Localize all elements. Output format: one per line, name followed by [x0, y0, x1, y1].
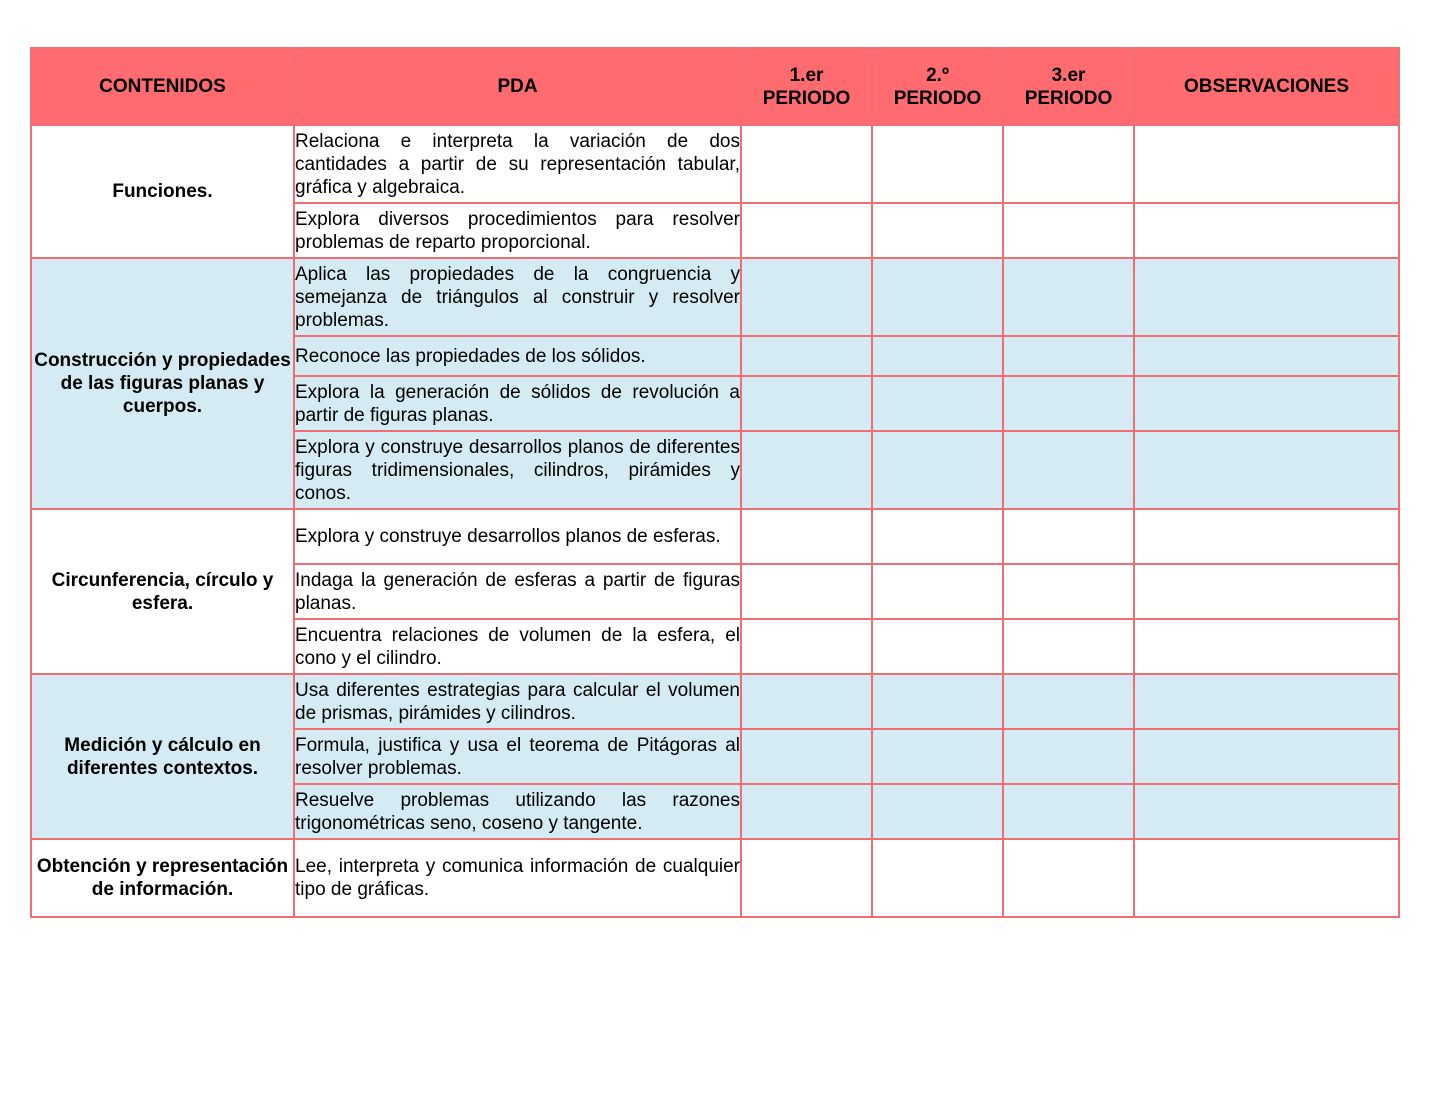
pda-cell: Aplica las propiedades de la congruencia y semejanza de triángulos al construir y resolver problemas.	[294, 258, 741, 336]
periodo-1-cell[interactable]	[741, 509, 872, 564]
periodo-3-cell[interactable]	[1003, 258, 1134, 336]
pda-cell: Explora diversos procedimientos para resolver problemas de reparto proporcional.	[294, 203, 741, 258]
periodo-3-cell[interactable]	[1003, 125, 1134, 203]
periodo-1-cell[interactable]	[741, 258, 872, 336]
pda-cell: Usa diferentes estrategias para calcular el volumen de prismas, pirámides y cilindros.	[294, 674, 741, 729]
observaciones-cell[interactable]	[1134, 203, 1399, 258]
observaciones-cell[interactable]	[1134, 619, 1399, 674]
periodo-1-cell[interactable]	[741, 564, 872, 619]
header-periodo-3-number: 3.er	[1051, 64, 1086, 86]
pda-cell: Indaga la generación de esferas a partir de figuras planas.	[294, 564, 741, 619]
pda-cell: Resuelve problemas utilizando las razones trigonométricas seno, coseno y tangente.	[294, 784, 741, 839]
pda-cell: Reconoce las propiedades de los sólidos.	[294, 336, 741, 376]
planning-table	[30, 47, 1400, 918]
contenido-cell: Medición y cálculo en diferentes contextos.	[31, 674, 294, 839]
periodo-3-cell[interactable]	[1003, 784, 1134, 839]
periodo-2-cell[interactable]	[872, 203, 1003, 258]
observaciones-cell[interactable]	[1134, 125, 1399, 203]
header-periodo-2	[872, 48, 1003, 125]
observaciones-cell[interactable]	[1134, 431, 1399, 509]
table-row	[31, 509, 1399, 564]
periodo-2-cell[interactable]	[872, 784, 1003, 839]
periodo-3-cell[interactable]	[1003, 376, 1134, 431]
contenido-cell: Funciones.	[31, 125, 294, 258]
header-periodo-2-number: 2.º	[926, 64, 949, 86]
observaciones-cell[interactable]	[1134, 729, 1399, 784]
observaciones-cell[interactable]	[1134, 376, 1399, 431]
periodo-3-cell[interactable]	[1003, 619, 1134, 674]
periodo-2-cell[interactable]	[872, 376, 1003, 431]
periodo-2-cell[interactable]	[872, 839, 1003, 917]
header-contenidos: CONTENIDOS	[31, 48, 294, 125]
header-periodo-1-label: PERIODO	[762, 87, 851, 109]
header-periodo-2-label: PERIODO	[893, 87, 982, 109]
periodo-2-cell[interactable]	[872, 619, 1003, 674]
periodo-3-cell[interactable]	[1003, 509, 1134, 564]
table-row	[31, 125, 1399, 203]
pda-cell: Explora y construye desarrollos planos de esferas.	[294, 509, 741, 564]
contenido-cell: Construcción y propiedades de las figuras planas y cuerpos.	[31, 258, 294, 509]
periodo-1-cell[interactable]	[741, 203, 872, 258]
header-pda: PDA	[294, 48, 741, 125]
periodo-2-cell[interactable]	[872, 509, 1003, 564]
header-periodo-3-label: PERIODO	[1024, 87, 1113, 109]
table-row	[31, 674, 1399, 729]
periodo-3-cell[interactable]	[1003, 564, 1134, 619]
observaciones-cell[interactable]	[1134, 336, 1399, 376]
periodo-1-cell[interactable]	[741, 431, 872, 509]
observaciones-cell[interactable]	[1134, 509, 1399, 564]
pda-cell: Explora la generación de sólidos de revolución a partir de figuras planas.	[294, 376, 741, 431]
periodo-3-cell[interactable]	[1003, 431, 1134, 509]
periodo-2-cell[interactable]	[872, 431, 1003, 509]
header-row	[31, 48, 1399, 125]
periodo-2-cell[interactable]	[872, 258, 1003, 336]
pda-cell: Formula, justifica y usa el teorema de Pitágoras al resolver problemas.	[294, 729, 741, 784]
observaciones-cell[interactable]	[1134, 258, 1399, 336]
periodo-2-cell[interactable]	[872, 125, 1003, 203]
periodo-1-cell[interactable]	[741, 674, 872, 729]
table-row	[31, 258, 1399, 336]
periodo-1-cell[interactable]	[741, 376, 872, 431]
header-periodo-1	[741, 48, 872, 125]
header-periodo-1-number: 1.er	[789, 64, 824, 86]
observaciones-cell[interactable]	[1134, 784, 1399, 839]
observaciones-cell[interactable]	[1134, 564, 1399, 619]
periodo-1-cell[interactable]	[741, 125, 872, 203]
periodo-1-cell[interactable]	[741, 619, 872, 674]
periodo-1-cell[interactable]	[741, 784, 872, 839]
periodo-3-cell[interactable]	[1003, 674, 1134, 729]
periodo-3-cell[interactable]	[1003, 839, 1134, 917]
pda-cell: Encuentra relaciones de volumen de la esfera, el cono y el cilindro.	[294, 619, 741, 674]
contenido-cell: Obtención y representación de información.	[31, 839, 294, 917]
periodo-3-cell[interactable]	[1003, 336, 1134, 376]
observaciones-cell[interactable]	[1134, 839, 1399, 917]
periodo-1-cell[interactable]	[741, 839, 872, 917]
periodo-2-cell[interactable]	[872, 336, 1003, 376]
periodo-2-cell[interactable]	[872, 674, 1003, 729]
contenido-cell: Circunferencia, círculo y esfera.	[31, 509, 294, 674]
header-periodo-3	[1003, 48, 1134, 125]
pda-cell: Explora y construye desarrollos planos de diferentes figuras tridimensionales, cilindros, pirámides y conos.	[294, 431, 741, 509]
table-row	[31, 839, 1399, 917]
periodo-2-cell[interactable]	[872, 729, 1003, 784]
periodo-1-cell[interactable]	[741, 729, 872, 784]
pda-cell: Lee, interpreta y comunica información de cualquier tipo de gráficas.	[294, 839, 741, 917]
periodo-3-cell[interactable]	[1003, 203, 1134, 258]
header-observaciones: OBSERVACIONES	[1134, 48, 1399, 125]
observaciones-cell[interactable]	[1134, 674, 1399, 729]
periodo-2-cell[interactable]	[872, 564, 1003, 619]
periodo-3-cell[interactable]	[1003, 729, 1134, 784]
periodo-1-cell[interactable]	[741, 336, 872, 376]
pda-cell: Relaciona e interpreta la variación de dos cantidades a partir de su representación tabular, gráfica y algebraica.	[294, 125, 741, 203]
